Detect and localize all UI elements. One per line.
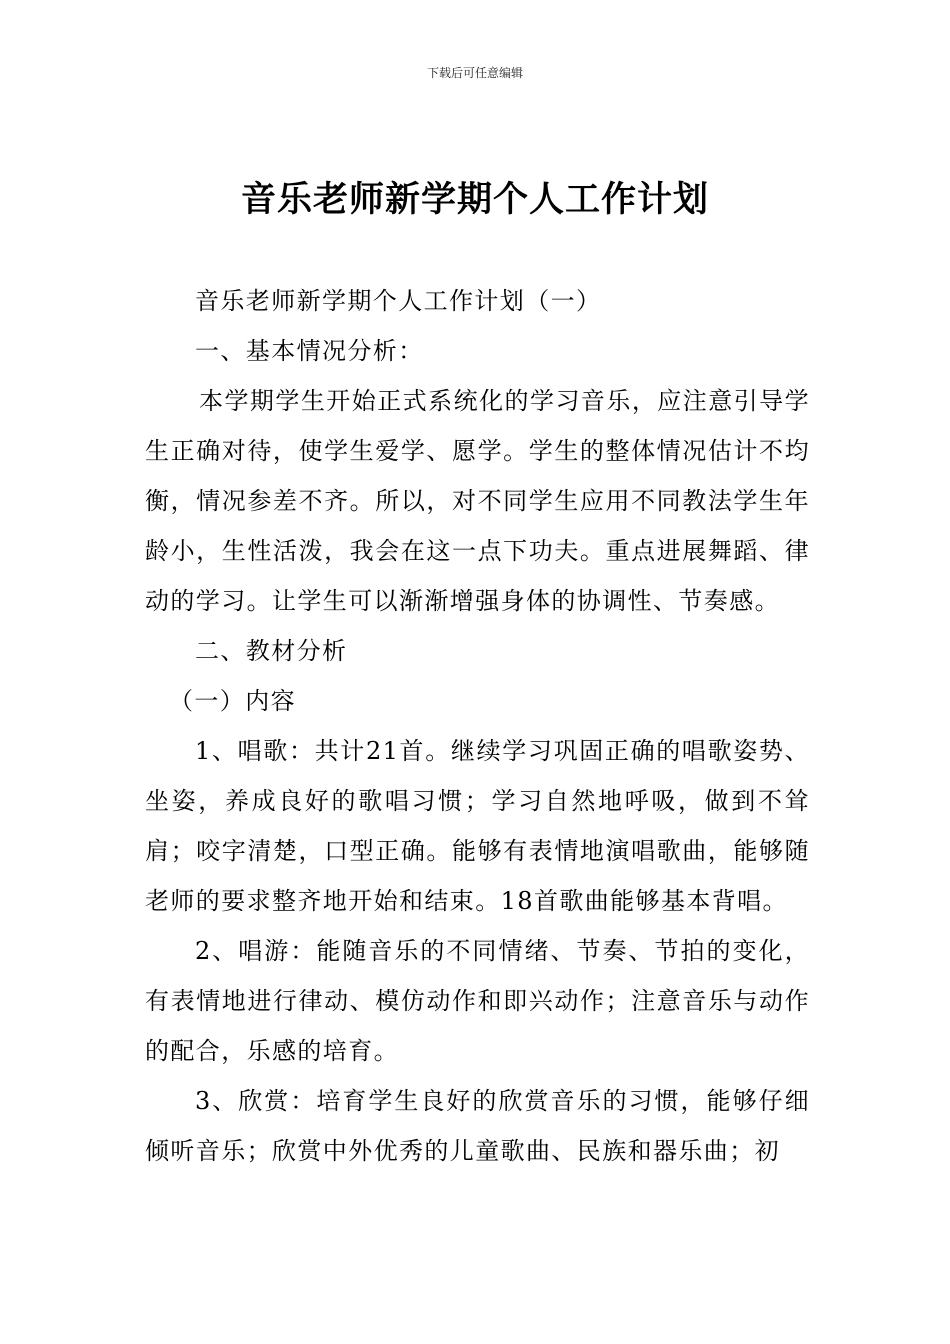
- document-body: [145, 276, 810, 1176]
- section-heading-textbook-analysis: 二、教材分析: [195, 637, 348, 665]
- section-heading-basic-analysis: 一、基本情况分析：: [195, 337, 424, 365]
- subtitle-paragraph: 音乐老师新学期个人工作计划（一）: [195, 287, 602, 315]
- document-title: 音乐老师新学期个人工作计划: [240, 179, 709, 220]
- appreciation-paragraph: 3、欣赏：培育学生良好的欣赏音乐的习惯，能够仔细倾听音乐；欣赏中外优秀的儿童歌曲、民族和器乐曲；初: [145, 1087, 810, 1165]
- singing-paragraph: 1、唱歌：共计21首。继续学习巩固正确的唱歌姿势、坐姿，养成良好的歌唱习惯；学习自然地呼吸，做到不耸肩；咬字清楚，口型正确。能够有表情地演唱歌曲，能够随老师的要求整齐地开始和结束。18首歌曲能够基本背唱。: [145, 737, 810, 915]
- page-header-note: 下载后可任意编辑: [426, 66, 523, 80]
- singing-games-paragraph: 2、唱游：能随音乐的不同情绪、节奏、节拍的变化，有表情地进行律动、模仿动作和即兴动作；注意音乐与动作的配合，乐感的培育。: [145, 937, 810, 1065]
- basic-analysis-paragraph: 本学期学生开始正式系统化的学习音乐，应注意引导学生正确对待，使学生爱学、愿学。学生的整体情况估计不均衡，情况参差不齐。所以，对不同学生应用不同教法学生年龄小，生性活泼，我会在这一点下功夫。重点进展舞蹈、律动的学习。让学生可以渐渐增强身体的协调性、节奏感。: [145, 387, 810, 615]
- subsection-heading-content: （一）内容: [169, 687, 296, 715]
